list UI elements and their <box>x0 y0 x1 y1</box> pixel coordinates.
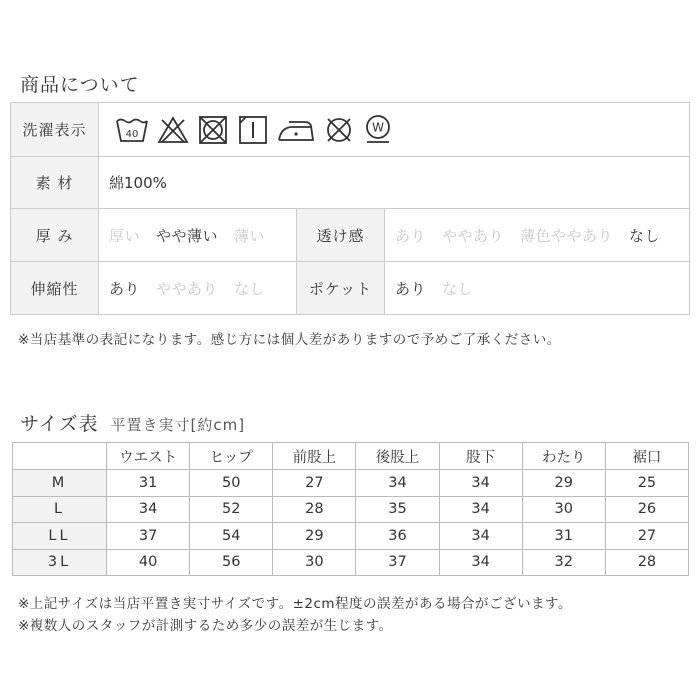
pocket-option: あり <box>395 279 427 298</box>
size-cell: 34 <box>356 470 439 497</box>
sheer-option: あり <box>395 226 427 245</box>
size-title: サイズ表 <box>20 413 99 435</box>
table-row <box>13 496 689 523</box>
column-header: 股下 <box>439 443 522 470</box>
size-cell: 31 <box>107 470 190 497</box>
size-cell: 30 <box>273 549 356 576</box>
size-corner-cell <box>13 443 107 470</box>
care-label: 洗濯表示 <box>11 103 99 157</box>
wet-clean-icon <box>363 114 393 146</box>
sheer-option: 薄色ややあり <box>520 226 614 245</box>
drip-dry-icon <box>237 115 269 145</box>
stretch-option: なし <box>234 279 266 298</box>
stretch-option: ややあり <box>156 279 219 298</box>
sheer-option: ややあり <box>442 226 505 245</box>
care-icons <box>99 103 690 157</box>
size-cell: 26 <box>605 496 688 523</box>
stretch-pocket-row <box>11 262 690 315</box>
size-cell: 32 <box>522 549 605 576</box>
thickness-option: 薄い <box>234 226 266 245</box>
size-cell: 28 <box>273 496 356 523</box>
size-cell: 27 <box>605 523 688 550</box>
size-cell: 37 <box>107 523 190 550</box>
size-section-title <box>20 409 245 436</box>
pocket-option: なし <box>442 279 474 298</box>
product-info-table <box>10 102 690 315</box>
size-cell: 34 <box>439 470 522 497</box>
stretch-option: あり <box>109 279 141 298</box>
thickness-options <box>99 209 297 262</box>
iron-low-icon <box>277 115 315 145</box>
size-cell: 37 <box>356 549 439 576</box>
size-cell: 50 <box>190 470 273 497</box>
size-cell: 29 <box>273 523 356 550</box>
size-note-1: ※上記サイズは当店平置き実寸サイズです。±2cm程度の誤差がある場合がございます。 <box>18 596 572 612</box>
thickness-option: 厚い <box>109 226 141 245</box>
size-cell: 36 <box>356 523 439 550</box>
material-value: 綿100% <box>99 157 690 209</box>
size-label: LL <box>13 523 107 550</box>
material-label: 素 材 <box>11 157 99 209</box>
size-cell: 28 <box>605 549 688 576</box>
size-cell: 34 <box>107 496 190 523</box>
column-header: 前股上 <box>273 443 356 470</box>
size-cell: 54 <box>190 523 273 550</box>
size-cell: 40 <box>107 549 190 576</box>
column-header: 裾口 <box>605 443 688 470</box>
sheer-label: 透け感 <box>297 209 385 262</box>
size-table <box>12 442 689 576</box>
wash-temp: 40 <box>125 128 139 140</box>
size-cell: 35 <box>356 496 439 523</box>
size-cell: 34 <box>439 549 522 576</box>
column-header: わたり <box>522 443 605 470</box>
size-header-row <box>13 443 689 470</box>
column-header: ヒップ <box>190 443 273 470</box>
table-row <box>13 470 689 497</box>
size-label: 3L <box>13 549 107 576</box>
thickness-label: 厚 み <box>11 209 99 262</box>
pocket-label: ポケット <box>297 262 385 315</box>
size-cell: 52 <box>190 496 273 523</box>
size-subtitle: 平置き実寸[約cm] <box>110 416 246 434</box>
stretch-label: 伸縮性 <box>11 262 99 315</box>
sheer-options <box>385 209 690 262</box>
table-row <box>13 523 689 550</box>
no-bleach-icon <box>157 115 189 145</box>
pocket-options <box>385 262 690 315</box>
stretch-options <box>99 262 297 315</box>
product-note: ※当店基準の表記になります。感じ方には個人差がありますので予めご了承ください。 <box>18 332 561 348</box>
care-row <box>11 103 690 157</box>
size-label: L <box>13 496 107 523</box>
product-section-title: 商品について <box>20 74 140 96</box>
size-cell: 30 <box>522 496 605 523</box>
wet-clean-letter: W <box>372 120 384 134</box>
size-cell: 34 <box>439 496 522 523</box>
size-cell: 34 <box>439 523 522 550</box>
table-row <box>13 549 689 576</box>
no-tumble-dry-icon <box>197 115 229 145</box>
material-row <box>11 157 690 209</box>
size-label: M <box>13 470 107 497</box>
size-cell: 29 <box>522 470 605 497</box>
column-header: ウエスト <box>107 443 190 470</box>
wash-40-icon <box>115 115 149 145</box>
no-dry-clean-icon <box>323 115 355 145</box>
column-header: 後股上 <box>356 443 439 470</box>
size-cell: 27 <box>273 470 356 497</box>
thickness-sheer-row <box>11 209 690 262</box>
sheer-option: なし <box>629 226 661 245</box>
size-cell: 25 <box>605 470 688 497</box>
size-cell: 56 <box>190 549 273 576</box>
thickness-option: やや薄い <box>156 226 219 245</box>
size-note-2: ※複数人のスタッフが計測するため多少の誤差が生じます。 <box>18 618 393 634</box>
size-cell: 31 <box>522 523 605 550</box>
